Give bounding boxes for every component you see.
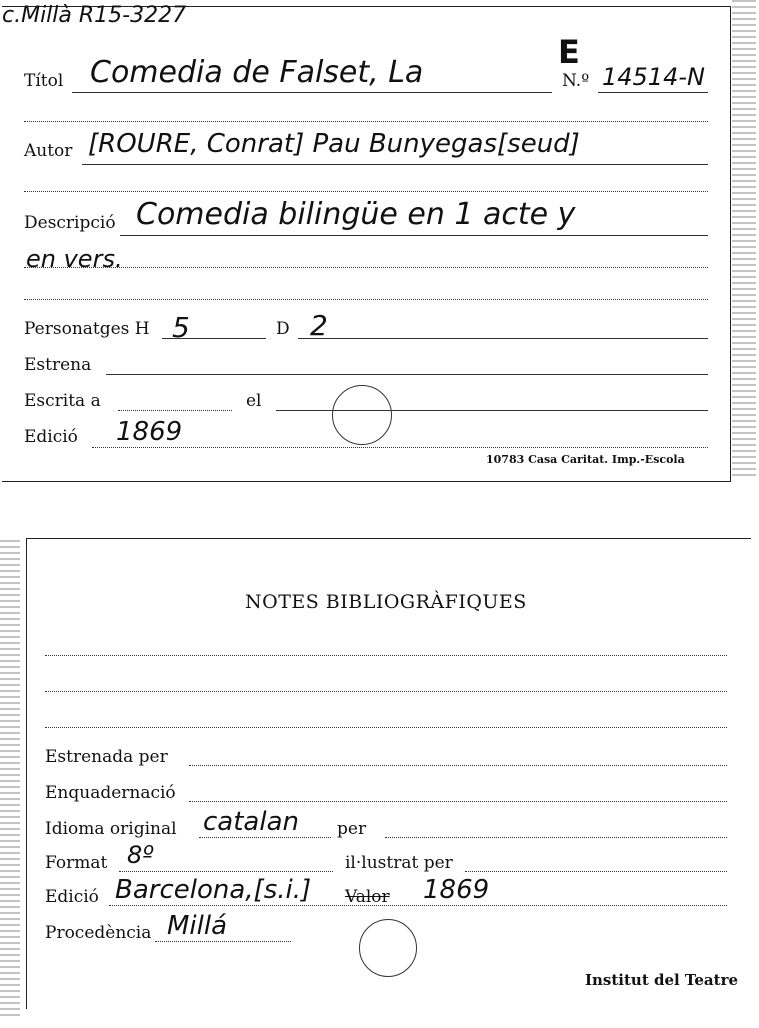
titol-value: Comedia de Falset, La <box>90 55 424 90</box>
descripcio-label: Descripció <box>24 213 116 233</box>
estrena-label: Estrena <box>24 355 92 375</box>
personatges-d-label: D <box>276 319 290 339</box>
edicio-label: Edició <box>24 427 78 447</box>
ref-code: c.Millà R15-3227 <box>2 3 187 28</box>
illustrat-line <box>465 871 727 872</box>
descripcio-value-1: Comedia bilingüe en 1 acte y <box>136 197 576 232</box>
autor-label: Autor <box>24 141 73 161</box>
catalog-card-back <box>26 538 751 1009</box>
valor-label: Valor <box>345 887 390 907</box>
escrita-line <box>118 410 232 411</box>
catalog-card-front <box>2 3 731 482</box>
procedencia-label: Procedència <box>45 923 152 943</box>
notes-title: NOTES BIBLIOGRÀFIQUES <box>245 591 527 613</box>
stamp-circle <box>332 385 392 445</box>
estrenada-label: Estrenada per <box>45 747 168 767</box>
idioma-value: catalan <box>203 807 299 837</box>
autor-line <box>82 164 708 165</box>
edicio2-line <box>109 905 727 906</box>
descripcio-line-1 <box>120 235 708 236</box>
numero-label: N.º <box>562 71 590 91</box>
titol-label: Títol <box>24 71 64 91</box>
printer-note: 10783 Casa Caritat. Imp.-Escola <box>486 453 685 466</box>
format-line <box>119 871 333 872</box>
personatges-h-value: 5 <box>172 311 190 344</box>
procedencia-line <box>155 941 291 942</box>
el-label: el <box>246 391 262 411</box>
personatges-d-value: 2 <box>310 309 328 342</box>
enquadernacio-label: Enquadernació <box>45 783 176 803</box>
procedencia-value: Millá <box>167 911 228 941</box>
edicio2-label: Edició <box>45 887 99 907</box>
per-line <box>385 837 727 838</box>
idioma-label: Idioma original <box>45 819 177 839</box>
autor-value: [ROURE, Conrat] Pau Bunyegas[seud] <box>88 129 580 159</box>
scan-edge-right <box>732 0 756 480</box>
format-value: 8º <box>127 841 154 869</box>
numero-line <box>598 92 708 93</box>
titol-line <box>72 92 552 93</box>
institut-label: Institut del Teatre <box>585 971 739 989</box>
rule-3 <box>24 267 708 268</box>
rule-4 <box>24 299 708 300</box>
per-label: per <box>337 819 367 839</box>
idioma-line <box>199 837 331 838</box>
notes-rule-1 <box>45 655 727 656</box>
estrena-line <box>106 374 708 375</box>
notes-rule-2 <box>45 691 727 692</box>
escrita-label: Escrita a <box>24 391 101 411</box>
valor-value: 1869 <box>423 875 490 905</box>
notes-rule-3 <box>45 727 727 728</box>
estrenada-line <box>189 765 727 766</box>
edicio-value: 1869 <box>116 417 183 447</box>
personatges-d-line <box>298 338 708 339</box>
stamp-circle-2 <box>359 919 417 977</box>
edicio2-value: Barcelona,[s.i.] <box>115 875 312 905</box>
edicio-line <box>92 447 708 448</box>
format-label: Format <box>45 853 108 873</box>
scan-edge-left <box>0 540 20 1020</box>
rule-2 <box>24 191 708 192</box>
descripcio-value-2: en vers. <box>26 245 123 273</box>
enquadernacio-line <box>189 801 727 802</box>
e-mark: E <box>558 33 580 71</box>
numero-value: 14514-N <box>602 63 705 91</box>
rule-1 <box>24 121 708 122</box>
illustrat-label: il·lustrat per <box>345 853 453 873</box>
personatges-label: Personatges H <box>24 319 150 339</box>
